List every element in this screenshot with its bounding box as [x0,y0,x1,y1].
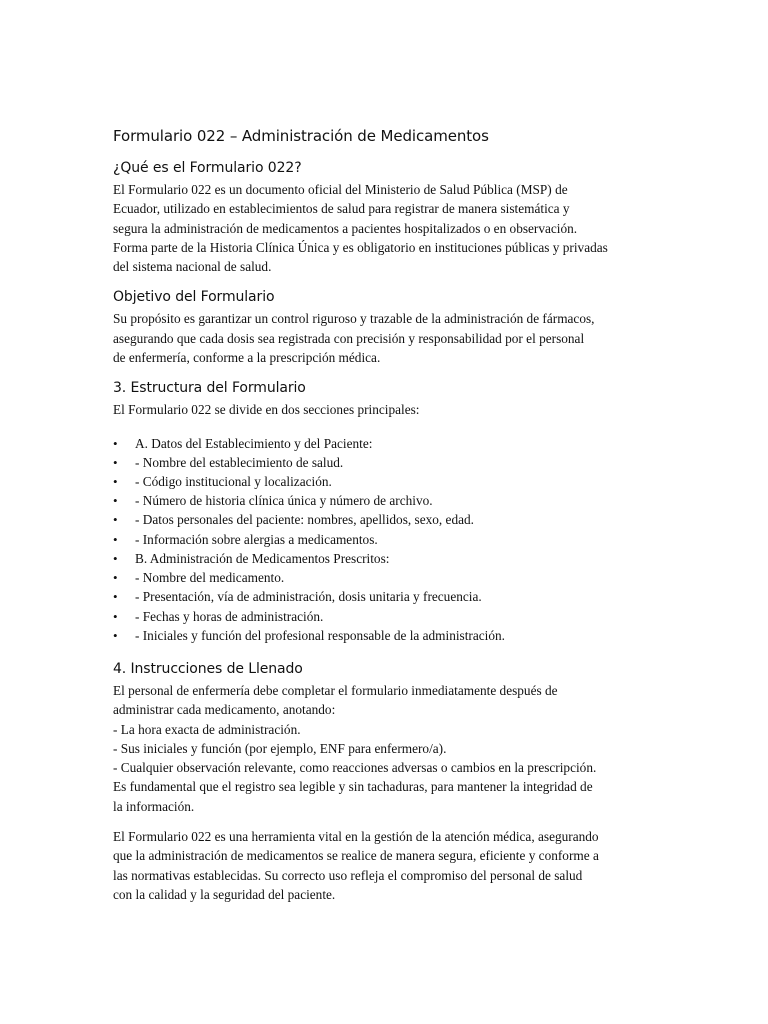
bullet-item [113,434,658,453]
bullet-item [113,568,658,587]
paragraph-line: con la calidad y la seguridad del paciente. [113,886,336,902]
bullet-text: - Nombre del medicamento. [135,570,285,586]
paragraph-line: - La hora exacta de administración. [113,721,301,737]
paragraph-line: segura la administración de medicamentos a pacientes hospitalizados o en observación. [113,220,578,236]
paragraph-line: Su propósito es garantizar un control riguroso y trazable de la administración de fármacos, [113,311,595,327]
paragraph-line: - Sus iniciales y función (por ejemplo, ENF para enfermero/a). [113,740,447,756]
bullet-icon: • [113,589,118,605]
bullet-item [113,549,658,568]
bullet-item [113,626,658,645]
bullet-item [113,491,658,510]
section-paragraph [113,309,658,367]
paragraph-line: la información. [113,798,195,814]
paragraph-line: de enfermería, conforme a la prescripción médica. [113,350,381,366]
bullet-item [113,453,658,472]
bullet-text: - Iniciales y función del profesional responsable de la administración. [135,627,505,643]
bullet-icon: • [113,531,118,547]
bullet-text: - Código institucional y localización. [135,474,332,490]
closing-paragraph [113,827,658,904]
section-paragraph [113,681,658,816]
section-heading: 4. Instrucciones de Llenado [113,660,303,677]
section-instrucciones [113,659,658,816]
bullet-icon: • [113,627,118,643]
bullet-icon: • [113,493,118,509]
document-title: Formulario 022 – Administración de Medicamentos [113,127,489,145]
bullet-item [113,510,658,529]
paragraph-line: El Formulario 022 es un documento oficial del Ministerio de Salud Pública (MSP) de [113,182,568,197]
paragraph-line: del sistema nacional de salud. [113,259,272,275]
section-heading: ¿Qué es el Formulario 022? [113,160,302,176]
paragraph-line: El Formulario 022 se divide en dos secciones principales: [113,402,420,418]
bullet-text: - Fechas y horas de administración. [135,608,324,624]
paragraph-line: que la administración de medicamentos se realice de manera segura, eficiente y conforme a [113,848,599,864]
bullet-text: - Nombre del establecimiento de salud. [135,454,344,470]
paragraph-line: Forma parte de la Historia Clínica Única y es obligatorio en instituciones públicas y privadas [113,239,608,255]
section-paragraph [113,400,658,419]
bullet-icon: • [113,570,118,586]
bullet-text: A. Datos del Establecimiento y del Paciente: [135,435,373,451]
bullet-text: B. Administración de Medicamentos Prescritos: [135,550,390,566]
bullet-icon: • [113,454,118,470]
bullet-text: - Presentación, vía de administración, dosis unitaria y frecuencia. [135,589,482,605]
bullet-text: - Información sobre alergias a medicamentos. [135,531,378,547]
paragraph-line: - Cualquier observación relevante, como reacciones adversas o cambios en la prescripción. [113,760,597,776]
paragraph-line: Es fundamental que el registro sea legible y sin tachaduras, para mantener la integridad de [113,779,593,795]
section-que-es [113,158,658,276]
bullet-icon: • [113,474,118,490]
section-estructura [113,378,658,645]
section-objetivo [113,287,658,367]
paragraph-line: Ecuador, utilizado en establecimientos de salud para registrar de manera sistemática y [113,201,570,217]
bullet-icon: • [113,512,118,528]
section-heading: Objetivo del Formulario [113,289,275,306]
section-heading: 3. Estructura del Formulario [113,380,306,397]
bullet-item [113,607,658,626]
paragraph-line: asegurando que cada dosis sea registrada con precisión y responsabilidad por el personal [113,330,585,346]
bullet-icon: • [113,608,118,624]
bullet-item [113,587,658,606]
document-page [113,126,658,904]
bullet-text: - Número de historia clínica única y número de archivo. [135,493,433,509]
bullet-icon: • [113,435,118,451]
structure-bullet-list [113,434,658,645]
bullet-item [113,530,658,549]
bullet-item [113,472,658,491]
paragraph-line: El personal de enfermería debe completar el formulario inmediatamente después de [113,682,558,698]
paragraph-line: El Formulario 022 es una herramienta vital en la gestión de la atención médica, asegurando [113,828,599,844]
paragraph-line: administrar cada medicamento, anotando: [113,702,336,718]
bullet-icon: • [113,550,118,566]
paragraph-line: las normativas establecidas. Su correcto uso refleja el compromiso del personal de salud [113,867,583,883]
bullet-text: - Datos personales del paciente: nombres, apellidos, sexo, edad. [135,512,474,528]
section-paragraph [113,180,658,276]
